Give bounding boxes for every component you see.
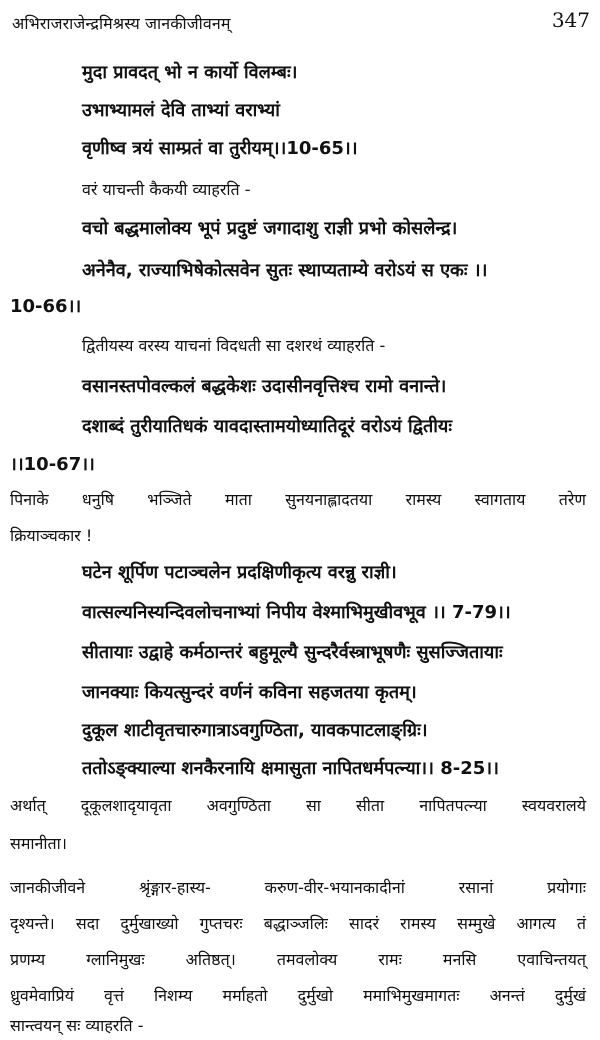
prose-line: द्वितीयस्य वरस्य याचनां विदधती सा दशरथं व्याहरति - (82, 336, 386, 355)
verse-line: दुकूल शाटीवृतचारुगात्राऽवगुण्ठिता, यावकपाटलाङ्ग्रिः। (82, 720, 428, 741)
running-title: अभिराजराजेन्द्रमिश्रस्य जानकीजीवनम् (12, 14, 231, 33)
verse-line: घटेन शूर्पिण पटाञ्चलेन प्रदक्षिणीकृत्य वरन्नु राज्ञी। (82, 562, 397, 583)
verse-number: 10-66।। (10, 296, 82, 317)
prose-line: अर्थात् दूकूलशादृयावृता अवगुण्ठिता सा सीता नापितपत्न्या स्वयवरालये (10, 796, 586, 815)
prose-line: दृश्यन्ते। सदा दुर्मुखाख्यो गुप्तचरः बद्धाञ्जलिः सादरं रामस्य सम्मुखे आगत्य तं (10, 914, 586, 933)
prose-line: ध्रुवमेवाप्रियं वृत्तं निशम्य मर्माहतो दुर्मुखो ममाभिमुखमागतः अनन्तं दुर्मुखं (10, 986, 586, 1005)
verse-number: ।।10-67।। (10, 454, 95, 475)
verse-line: अनेनैव, राज्याभिषेकोत्सवेन सुतः स्थाप्यताम्ये वरोऽयं स एकः ।। (82, 260, 488, 281)
prose-line: प्रणम्य ग्लानिमुखः अतिष्ठत्। तमवलोक्य रामः मनसि एवाचिन्तयत् (10, 950, 586, 969)
verse-line: वचो बद्धमालोक्य भूपं प्रदुष्टं जगादाशु राज्ञी प्रभो कोसलेन्द्र। (82, 218, 458, 239)
verse-line: ततोऽङ्क्याल्या शनकैरनायि क्षमासुता नापितधर्मपत्न्या।। 8-25।। (82, 758, 499, 779)
page-number: 347 (551, 8, 590, 32)
prose-line: वरं याचन्ती कैकयी व्याहरति - (82, 180, 251, 199)
verse-line: दशाब्दं तुरीयातिधकं यावदास्तामयोध्यातिदूरं वरोऽयं द्वितीयः (82, 416, 452, 437)
prose-line: सान्त्वयन् सः व्याहरति - (10, 1016, 144, 1035)
verse-line: वात्सल्यनिस्यन्दिवलोचनाभ्यां निपीय वेश्माभिमुखीवभूव ।। 7-79।। (82, 602, 511, 623)
verse-line: सीतायाः उद्वाहे कर्मठान्तरं बहुमूल्यै सुन्दरैर्वस्त्राभूषणैः सुसज्जितायाः (82, 642, 503, 663)
verse-line: मुदा प्रावदत् भो न कार्यो विलम्बः। (82, 62, 298, 83)
prose-line: क्रियाञ्चकार ! (10, 526, 93, 545)
prose-line: समानीता। (10, 834, 67, 853)
prose-line: जानकीजीवने श्रृंङ्गार-हास्य- करुण-वीर-भयानकादीनां रसानां प्रयोगाः (10, 878, 586, 897)
verse-line: वृणीष्व त्रयं साम्प्रतं वा तुरीयम्।।10-65।। (82, 138, 358, 159)
verse-line: जानक्याः कियत्सुन्दरं वर्णनं कविना सहजतया कृतम्। (82, 682, 417, 703)
verse-line: वसानस्तपोवल्कलं बद्धकेशः उदासीनवृत्तिश्च रामो वनान्ते। (82, 376, 447, 397)
verse-line: उभाभ्यामलं देवि ताभ्यां वराभ्यां (82, 100, 280, 121)
prose-line: पिनाके धनुषि भञ्जिते माता सुनयनाह्लादतया रामस्य स्वागताय तरेण (10, 490, 586, 509)
page-header (12, 8, 590, 38)
